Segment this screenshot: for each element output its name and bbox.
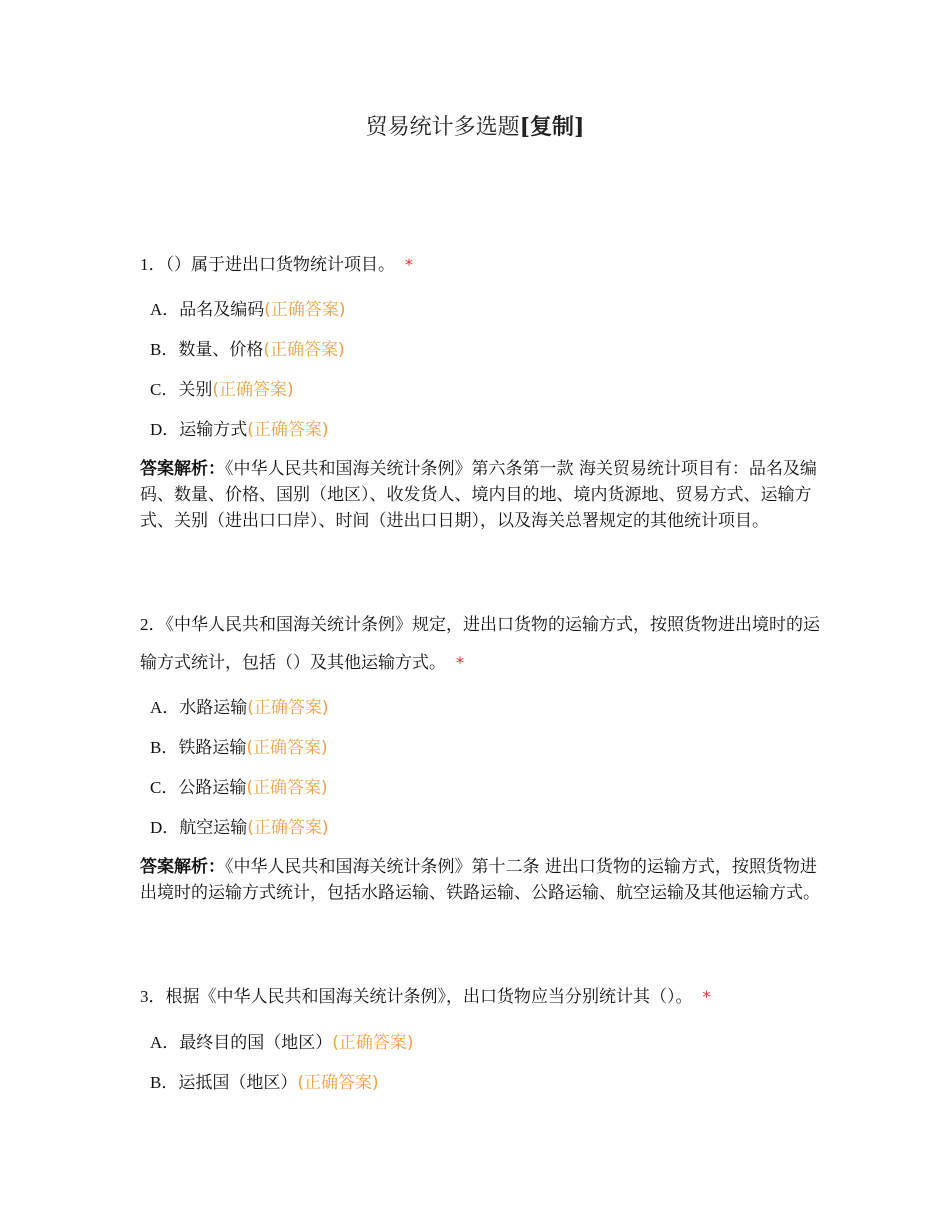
option-letter: A． (150, 300, 180, 319)
title-text: 贸易统计多选题 (365, 115, 520, 140)
question-text: 《中华人民共和国海关统计条例》规定，进出口货物的运输方式，按照货物进出境时的运输方式统计，包括（）及其他运输方式。 (140, 615, 820, 673)
correct-answer-tag: (正确答案) (212, 380, 294, 400)
option-text: 品名及编码 (179, 300, 265, 320)
option-letter: B． (150, 340, 179, 359)
option-text: 航空运输 (179, 818, 248, 838)
question-2-option-a[interactable] (150, 696, 329, 720)
question-1-stem (140, 246, 820, 284)
correct-answer-tag: (正确答案) (263, 340, 345, 360)
question-2-option-d[interactable] (150, 816, 329, 840)
question-1-option-d[interactable] (150, 418, 329, 442)
option-text: 关别 (178, 380, 213, 400)
option-letter: B． (150, 1073, 179, 1092)
analysis-label: 答案解析： (140, 459, 225, 479)
question-1-analysis (140, 456, 820, 534)
correct-answer-tag: (正确答案) (246, 778, 328, 798)
correct-answer-tag: (正确答案) (264, 300, 346, 320)
option-letter: D． (150, 420, 180, 439)
correct-answer-tag: (正确答案) (247, 698, 329, 718)
option-letter: C． (150, 778, 179, 797)
option-letter: D． (150, 818, 180, 837)
question-1-option-a[interactable] (150, 298, 346, 322)
option-text: 水路运输 (179, 698, 248, 718)
correct-answer-tag: (正确答案) (246, 738, 328, 758)
option-letter: C． (150, 380, 179, 399)
question-number: 2． (140, 615, 166, 634)
question-3-option-b[interactable] (150, 1071, 379, 1095)
question-2-stem (140, 606, 820, 682)
question-number: 1． (140, 255, 166, 274)
question-2-option-c[interactable] (150, 776, 328, 800)
analysis-label: 答案解析： (140, 857, 225, 877)
option-text: 公路运输 (178, 778, 247, 798)
question-text: 根据《中华人民共和国海关统计条例》，出口货物应当分别统计其（）。 (165, 987, 693, 1007)
option-text: 最终目的国（地区） (179, 1033, 333, 1053)
correct-answer-tag: (正确答案) (247, 420, 329, 440)
option-letter: A． (150, 1033, 180, 1052)
correct-answer-tag: (正确答案) (247, 818, 329, 838)
page-title (0, 110, 950, 141)
analysis-text: 《中华人民共和国海关统计条例》第六条第一款 海关贸易统计项目有：品名及编码、数量、价格、国别（地区）、收发货人、境内目的地、境内货源地、贸易方式、运输方式、关别（进出口口岸）、时间（进出口日期），以及海关总署规定的其他统计项目。 (140, 459, 817, 531)
title-suffix: [复制] (519, 114, 585, 140)
option-text: 数量、价格 (178, 340, 264, 360)
correct-answer-tag: (正确答案) (332, 1033, 414, 1053)
question-2-analysis (140, 854, 820, 906)
required-mark: * (456, 653, 464, 672)
required-mark: * (405, 255, 413, 274)
question-number: 3． (140, 987, 166, 1006)
question-1-option-b[interactable] (150, 338, 345, 362)
analysis-text: 《中华人民共和国海关统计条例》第十二条 进出口货物的运输方式，按照货物进出境时的运输方式统计，包括水路运输、铁路运输、公路运输、航空运输及其他运输方式。 (140, 857, 820, 903)
option-letter: B． (150, 738, 179, 757)
option-text: 运输方式 (179, 420, 248, 440)
option-text: 铁路运输 (178, 738, 247, 758)
question-3-stem (140, 978, 820, 1016)
required-mark: * (702, 987, 711, 1006)
option-text: 运抵国（地区） (178, 1073, 298, 1093)
correct-answer-tag: (正确答案) (297, 1073, 379, 1093)
option-letter: A． (150, 698, 180, 717)
question-text: （）属于进出口货物统计项目。 (165, 255, 395, 275)
question-1-option-c[interactable] (150, 378, 294, 402)
question-2-option-b[interactable] (150, 736, 328, 760)
question-3-option-a[interactable] (150, 1031, 414, 1055)
